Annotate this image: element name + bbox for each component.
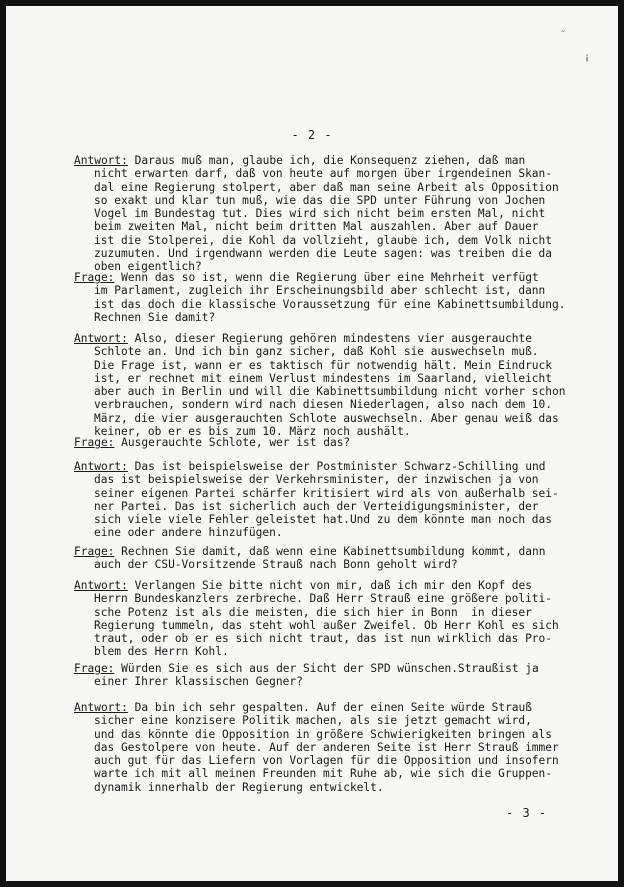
text-line: ist das doch die klassische Voraussetzung für eine Kabinettsumbildung. bbox=[94, 297, 566, 311]
text-line bbox=[74, 436, 574, 449]
scan-mark: ˜ bbox=[560, 30, 567, 41]
question-block bbox=[74, 662, 574, 689]
text-line: sche Potenz ist als die meisten, die sich hier in Bonn in dieser bbox=[94, 605, 532, 619]
answer-block bbox=[74, 460, 574, 540]
text-line bbox=[74, 579, 574, 592]
text-line bbox=[74, 271, 574, 284]
question-block bbox=[74, 271, 574, 324]
text-line: oben eigentlich? bbox=[94, 260, 202, 274]
text-line: einer Ihrer klassischen Gegner? bbox=[94, 675, 303, 689]
text-line: ist, er rechnet mit einem Verlust mindestens im Saarland, vielleicht bbox=[94, 371, 553, 385]
text-line: sicher eine konzisere Politik machen, als sie jetzt gemacht wird, bbox=[94, 714, 532, 728]
speaker-label: Frage: bbox=[74, 662, 115, 675]
text-line bbox=[74, 545, 574, 558]
text-line: ner Partei. Das ist sicherlich auch der Verteidigungsminister, der bbox=[94, 499, 539, 513]
text-line bbox=[74, 701, 574, 714]
answer-block bbox=[74, 332, 574, 438]
text-line: Herrn Bundeskanzlers zerbreche. Daß Herr Strauß eine größere politi- bbox=[94, 592, 553, 606]
page-number: - 2 - bbox=[291, 128, 333, 142]
speaker-text: Das ist beispielsweise der Postminister Schwarz-Schilling und bbox=[127, 460, 546, 473]
text-line: Vogel im Bundestag tut. Dies wird sich nicht beim ersten Mal, nicht bbox=[94, 207, 546, 221]
text-line: Regierung tummeln, das steht wohl außer Zweifel. Ob Herr Kohl es sich bbox=[94, 618, 559, 632]
text-line: das Gestolpere von heute. Auf der anderen Seite ist Herr Strauß immer bbox=[94, 740, 559, 754]
answer-block bbox=[74, 154, 574, 274]
next-page-marker: - 3 - bbox=[506, 806, 548, 820]
speaker-text: Würden Sie es sich aus der Sicht der SPD wünschen.Straußist ja bbox=[114, 662, 539, 675]
text-line: Schlote an. Und ich bin ganz sicher, daß Kohl sie auswechseln muß. bbox=[94, 345, 539, 359]
speaker-label: Antwort: bbox=[74, 701, 128, 714]
text-line: Rechnen Sie damit? bbox=[94, 310, 216, 324]
answer-block bbox=[74, 579, 574, 659]
speaker-label: Antwort: bbox=[74, 332, 128, 345]
text-line: traut, oder ob er es sich nicht traut, das ist nun wirklich das Pro- bbox=[94, 632, 553, 646]
text-line: blem des Herrn Kohl. bbox=[94, 645, 229, 659]
text-line bbox=[74, 662, 574, 675]
text-line: im Parlament, zugleich ihr Erscheinungsbild aber schlecht ist, dann bbox=[94, 284, 546, 298]
question-block bbox=[74, 545, 574, 572]
scan-mark: ¡ bbox=[584, 52, 591, 63]
document-page bbox=[6, 6, 618, 881]
text-line: und das könnte die Opposition in größere Schwierigkeiten bringen als bbox=[94, 727, 553, 741]
text-line: dal eine Regierung stolpert, aber daß man seine Arbeit als Opposition bbox=[94, 180, 559, 194]
speaker-text: Verlangen Sie bitte nicht von mir, daß ich mir den Kopf des bbox=[127, 579, 533, 592]
text-line: nicht erwarten darf, daß von heute auf morgen über irgendeinen Skan- bbox=[94, 167, 553, 181]
text-line: warte ich mit all meinen Freunden mit Ruhe ab, wie sich die Gruppen- bbox=[94, 767, 553, 781]
speaker-text: Ausgerauchte Schlote, wer ist das? bbox=[114, 436, 351, 449]
speaker-label: Antwort: bbox=[74, 579, 128, 592]
text-line bbox=[74, 460, 574, 473]
text-line: Die Frage ist, wann er es taktisch für notwendig hält. Mein Eindruck bbox=[94, 358, 553, 372]
answer-block bbox=[74, 701, 574, 794]
speaker-label: Frage: bbox=[74, 271, 115, 284]
text-line: seiner eigenen Partei schärfer kritisiert wird als von außerhalb sei- bbox=[94, 486, 559, 500]
question-block bbox=[74, 436, 574, 449]
text-line: eine oder andere hinzufügen. bbox=[94, 526, 283, 540]
speaker-text: Also, dieser Regierung gehören mindestens vier ausgerauchte bbox=[127, 332, 533, 345]
speaker-label: Antwort: bbox=[74, 460, 128, 473]
speaker-label: Antwort: bbox=[74, 154, 128, 167]
text-line bbox=[74, 332, 574, 345]
text-line: beim zweiten Mal, nicht beim dritten Mal auszahlen. Aber auf Dauer bbox=[94, 220, 539, 234]
text-line: auch der CSU-Vorsitzende Strauß nach Bonn geholt wird? bbox=[94, 558, 458, 572]
speaker-text: Wenn das so ist, wenn die Regierung über eine Mehrheit verfügt bbox=[114, 271, 539, 284]
text-line: dynamik innerhalb der Regierung entwickelt. bbox=[94, 780, 384, 794]
text-line: März, die vier ausgerauchten Schlote auswechseln. Aber genau weiß das bbox=[94, 411, 559, 425]
text-line: zuzumuten. Und irgendwann werden die Leute sagen: was treiben die da bbox=[94, 247, 553, 261]
text-line: verbrauchen, sondern wird nach diesen Niederlagen, also nach dem 10. bbox=[94, 398, 553, 412]
text-line: so exakt und klar tun muß, wie das die SPD unter Führung von Jochen bbox=[94, 193, 546, 207]
text-line: sich viele viele Fehler geleistet hat.Und zu dem könnte man noch das bbox=[94, 513, 553, 527]
text-line bbox=[74, 154, 574, 167]
speaker-label: Frage: bbox=[74, 545, 115, 558]
text-line: auch gut für das Liefern von Vorlagen für die Opposition und insofern bbox=[94, 754, 559, 768]
speaker-text: Rechnen Sie damit, daß wenn eine Kabinettsumbildung kommt, dann bbox=[114, 545, 546, 558]
speaker-label: Frage: bbox=[74, 436, 115, 449]
text-line: aber auch in Berlin und will die Kabinettsumbildung nicht vorher schon bbox=[94, 385, 566, 399]
text-line: ist die Stolperei, die Kohl da vollzieht, glaube ich, dem Volk nicht bbox=[94, 233, 553, 247]
text-line: das ist beispielsweise der Verkehrsminister, der inzwischen ja von bbox=[94, 473, 539, 487]
speaker-text: Daraus muß man, glaube ich, die Konsequenz ziehen, daß man bbox=[127, 154, 526, 167]
text-line: keiner, ob er es bis zum 10. März noch aushält. bbox=[94, 425, 411, 439]
speaker-text: Da bin ich sehr gespalten. Auf der einen Seite würde Strauß bbox=[127, 701, 533, 714]
